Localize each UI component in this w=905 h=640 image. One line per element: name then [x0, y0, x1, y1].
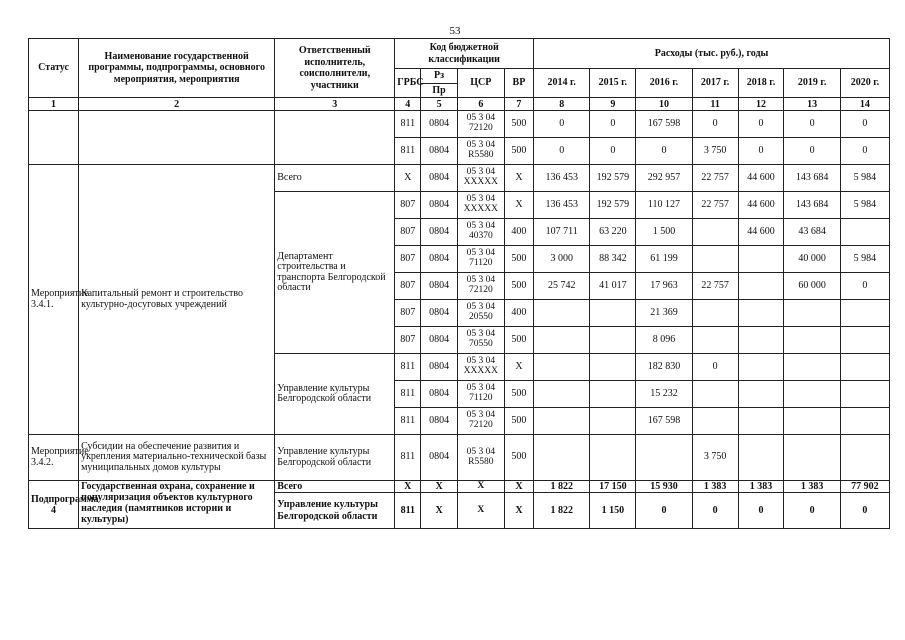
value-cell	[590, 300, 636, 327]
value-cell	[590, 435, 636, 481]
value-cell	[534, 327, 590, 354]
value-cell	[534, 408, 590, 435]
vr-cell: 500	[504, 327, 533, 354]
grbs-cell: 811	[395, 493, 421, 529]
grbs-cell: 807	[395, 273, 421, 300]
value-cell: 22 757	[692, 165, 738, 192]
value-cell	[692, 327, 738, 354]
value-cell: 0	[840, 138, 889, 165]
value-cell	[590, 354, 636, 381]
value-cell: 1 383	[738, 481, 784, 493]
value-cell: 1 383	[692, 481, 738, 493]
value-cell: 61 199	[636, 246, 692, 273]
rzpr-cell: 0804	[421, 435, 458, 481]
value-cell: 0	[692, 354, 738, 381]
header-year: 2014 г.	[534, 69, 590, 98]
csr-cell: 05 3 04 72120	[457, 408, 504, 435]
executor-cell: Управление культуры Белгородской области	[275, 354, 395, 435]
value-cell: 41 017	[590, 273, 636, 300]
value-cell: 88 342	[590, 246, 636, 273]
value-cell	[738, 408, 784, 435]
value-cell: 0	[590, 138, 636, 165]
value-cell: 0	[784, 111, 840, 138]
vr-cell: 500	[504, 381, 533, 408]
vr-cell: Х	[504, 192, 533, 219]
header-year: 2017 г.	[692, 69, 738, 98]
value-cell: 292 957	[636, 165, 692, 192]
csr-cell: 05 3 04 70550	[457, 327, 504, 354]
value-cell	[692, 219, 738, 246]
value-cell: 0	[636, 138, 692, 165]
vr-cell: Х	[504, 354, 533, 381]
rzpr-cell: 0804	[421, 327, 458, 354]
value-cell	[840, 300, 889, 327]
csr-cell: 05 3 04 R5580	[457, 435, 504, 481]
vr-cell: Х	[504, 481, 533, 493]
value-cell	[840, 381, 889, 408]
value-cell: 0	[738, 111, 784, 138]
value-cell: 22 757	[692, 192, 738, 219]
executor-cell: Департамент строительства и транспорта Белгородской области	[275, 192, 395, 354]
value-cell	[784, 300, 840, 327]
value-cell: 15 232	[636, 381, 692, 408]
rzpr-cell: 0804	[421, 138, 458, 165]
header-status: Статус	[29, 39, 79, 98]
value-cell: 0	[692, 111, 738, 138]
column-number: 4	[395, 98, 421, 111]
value-cell	[590, 327, 636, 354]
value-cell	[692, 300, 738, 327]
rzpr-cell: 0804	[421, 165, 458, 192]
value-cell: 1 383	[784, 481, 840, 493]
rzpr-cell: 0804	[421, 192, 458, 219]
csr-cell: 05 3 04 20550	[457, 300, 504, 327]
value-cell: 21 369	[636, 300, 692, 327]
value-cell: 0	[692, 493, 738, 529]
vr-cell: 400	[504, 300, 533, 327]
vr-cell: 500	[504, 246, 533, 273]
value-cell: 0	[590, 111, 636, 138]
table-row	[29, 435, 890, 481]
vr-cell: Х	[504, 165, 533, 192]
value-cell	[784, 381, 840, 408]
value-cell	[784, 327, 840, 354]
value-cell	[738, 327, 784, 354]
value-cell: 40 000	[784, 246, 840, 273]
value-cell: 167 598	[636, 111, 692, 138]
grbs-cell: 811	[395, 111, 421, 138]
vr-cell: 500	[504, 138, 533, 165]
value-cell: 1 150	[590, 493, 636, 529]
value-cell	[784, 408, 840, 435]
value-cell: 0	[738, 138, 784, 165]
grbs-cell: 807	[395, 219, 421, 246]
csr-cell: 05 3 04 40370	[457, 219, 504, 246]
value-cell	[692, 246, 738, 273]
executor-cell: Управление культуры Белгородской области	[275, 493, 395, 529]
column-number: 10	[636, 98, 692, 111]
value-cell: 0	[534, 138, 590, 165]
header-year: 2019 г.	[784, 69, 840, 98]
rzpr-cell: 0804	[421, 381, 458, 408]
value-cell: 192 579	[590, 165, 636, 192]
value-cell: 17 963	[636, 273, 692, 300]
table-row	[29, 165, 890, 192]
value-cell: 60 000	[784, 273, 840, 300]
value-cell	[784, 435, 840, 481]
value-cell: 110 127	[636, 192, 692, 219]
value-cell: 5 984	[840, 246, 889, 273]
value-cell: 44 600	[738, 165, 784, 192]
vr-cell: 500	[504, 408, 533, 435]
grbs-cell: Х	[395, 481, 421, 493]
value-cell	[692, 381, 738, 408]
column-number: 3	[275, 98, 395, 111]
header-executor: Ответственный исполнитель, соисполнители, участники	[275, 39, 395, 98]
table-row	[29, 111, 890, 138]
status-cell: Мероприятие 3.4.1.	[29, 165, 79, 435]
value-cell	[534, 354, 590, 381]
value-cell: 0	[840, 273, 889, 300]
grbs-cell: 807	[395, 192, 421, 219]
value-cell: 3 750	[692, 435, 738, 481]
column-number: 12	[738, 98, 784, 111]
value-cell	[840, 435, 889, 481]
rzpr-cell: 0804	[421, 273, 458, 300]
header-year: 2018 г.	[738, 69, 784, 98]
value-cell	[840, 408, 889, 435]
vr-cell: 500	[504, 273, 533, 300]
header-grbs: ГРБС	[395, 69, 421, 98]
grbs-cell: 807	[395, 300, 421, 327]
value-cell	[840, 327, 889, 354]
header-year: 2015 г.	[590, 69, 636, 98]
header-rz: Рз	[421, 69, 458, 84]
value-cell	[534, 381, 590, 408]
status-cell: Подпрограмма 4	[29, 481, 79, 529]
name-cell: Государственная охрана, сохранение и популяризация объектов культурного наследия (памятников истории и культуры)	[79, 481, 275, 529]
executor-cell: Управление культуры Белгородской области	[275, 435, 395, 481]
column-number: 13	[784, 98, 840, 111]
value-cell: 8 096	[636, 327, 692, 354]
column-number: 14	[840, 98, 889, 111]
header-pr: Пр	[421, 84, 458, 98]
value-cell: 1 500	[636, 219, 692, 246]
grbs-cell: 811	[395, 381, 421, 408]
value-cell	[738, 246, 784, 273]
vr-cell: 400	[504, 219, 533, 246]
value-cell: 3 750	[692, 138, 738, 165]
value-cell: 0	[738, 493, 784, 529]
vr-cell: 500	[504, 435, 533, 481]
executor-cell	[275, 111, 395, 165]
csr-cell: 05 3 04 71120	[457, 246, 504, 273]
csr-cell: Х	[457, 493, 504, 529]
value-cell	[636, 435, 692, 481]
value-cell	[738, 273, 784, 300]
page-number: 53	[449, 25, 461, 37]
rzpr-cell: 0804	[421, 300, 458, 327]
column-number: 2	[79, 98, 275, 111]
budget-table	[28, 38, 890, 529]
rzpr-cell: Х	[421, 481, 458, 493]
column-number: 8	[534, 98, 590, 111]
column-number: 7	[504, 98, 533, 111]
value-cell: 0	[840, 111, 889, 138]
value-cell: 17 150	[590, 481, 636, 493]
value-cell: 63 220	[590, 219, 636, 246]
csr-cell: 05 3 04 72120	[457, 273, 504, 300]
header-vr: ВР	[504, 69, 533, 98]
rzpr-cell: 0804	[421, 246, 458, 273]
name-cell: Капитальный ремонт и строительство культурно-досуговых учреждений	[79, 165, 275, 435]
csr-cell: 05 3 04 71120	[457, 381, 504, 408]
rzpr-cell: 0804	[421, 219, 458, 246]
executor-cell: Всего	[275, 165, 395, 192]
value-cell: 136 453	[534, 192, 590, 219]
value-cell: 0	[784, 138, 840, 165]
value-cell: 0	[784, 493, 840, 529]
value-cell	[840, 354, 889, 381]
column-number: 1	[29, 98, 79, 111]
csr-cell: 05 3 04 ХХХХХ	[457, 192, 504, 219]
value-cell: 167 598	[636, 408, 692, 435]
value-cell: 143 684	[784, 192, 840, 219]
value-cell	[590, 408, 636, 435]
value-cell	[738, 435, 784, 481]
header-csr: ЦСР	[457, 69, 504, 98]
value-cell: 44 600	[738, 192, 784, 219]
value-cell: 1 822	[534, 481, 590, 493]
header-year: 2016 г.	[636, 69, 692, 98]
value-cell	[534, 435, 590, 481]
value-cell: 22 757	[692, 273, 738, 300]
value-cell: 77 902	[840, 481, 889, 493]
grbs-cell: 811	[395, 138, 421, 165]
value-cell	[590, 381, 636, 408]
value-cell: 44 600	[738, 219, 784, 246]
value-cell	[738, 381, 784, 408]
csr-cell: 05 3 04 ХХХХХ	[457, 165, 504, 192]
value-cell: 0	[636, 493, 692, 529]
name-cell: Субсидии на обеспечение развития и укрепления материально-технической базы муниципальных домов культуры	[79, 435, 275, 481]
rzpr-cell: 0804	[421, 111, 458, 138]
rzpr-cell: Х	[421, 493, 458, 529]
value-cell	[784, 354, 840, 381]
value-cell: 43 684	[784, 219, 840, 246]
rzpr-cell: 0804	[421, 408, 458, 435]
value-cell	[534, 300, 590, 327]
column-number: 5	[421, 98, 458, 111]
value-cell	[738, 300, 784, 327]
value-cell: 0	[534, 111, 590, 138]
vr-cell: Х	[504, 493, 533, 529]
name-cell	[79, 111, 275, 165]
value-cell: 136 453	[534, 165, 590, 192]
csr-cell: Х	[457, 481, 504, 493]
value-cell: 1 822	[534, 493, 590, 529]
csr-cell: 05 3 04 R5580	[457, 138, 504, 165]
value-cell: 3 000	[534, 246, 590, 273]
grbs-cell: 811	[395, 354, 421, 381]
column-number-row	[29, 98, 890, 111]
grbs-cell: 807	[395, 246, 421, 273]
column-number: 11	[692, 98, 738, 111]
column-number: 9	[590, 98, 636, 111]
header-name: Наименование государственной программы, подпрограммы, основного мероприятия, мероприятия	[79, 39, 275, 98]
csr-cell: 05 3 04 72120	[457, 111, 504, 138]
grbs-cell: 807	[395, 327, 421, 354]
executor-cell: Всего	[275, 481, 395, 493]
status-cell	[29, 111, 79, 165]
header-budget-code: Код бюджетной классификации	[395, 39, 534, 69]
value-cell: 25 742	[534, 273, 590, 300]
grbs-cell: Х	[395, 165, 421, 192]
header-year: 2020 г.	[840, 69, 889, 98]
value-cell: 182 830	[636, 354, 692, 381]
grbs-cell: 811	[395, 435, 421, 481]
rzpr-cell: 0804	[421, 354, 458, 381]
value-cell	[692, 408, 738, 435]
value-cell: 143 684	[784, 165, 840, 192]
value-cell	[840, 219, 889, 246]
column-number: 6	[457, 98, 504, 111]
vr-cell: 500	[504, 111, 533, 138]
header-expenses: Расходы (тыс. руб.), годы	[534, 39, 890, 69]
value-cell: 0	[840, 493, 889, 529]
grbs-cell: 811	[395, 408, 421, 435]
value-cell: 192 579	[590, 192, 636, 219]
status-cell: Мероприятие 3.4.2.	[29, 435, 79, 481]
value-cell: 15 930	[636, 481, 692, 493]
csr-cell: 05 3 04 ХХХХХ	[457, 354, 504, 381]
value-cell	[738, 354, 784, 381]
value-cell: 5 984	[840, 165, 889, 192]
value-cell: 5 984	[840, 192, 889, 219]
value-cell: 107 711	[534, 219, 590, 246]
table-row	[29, 481, 890, 493]
